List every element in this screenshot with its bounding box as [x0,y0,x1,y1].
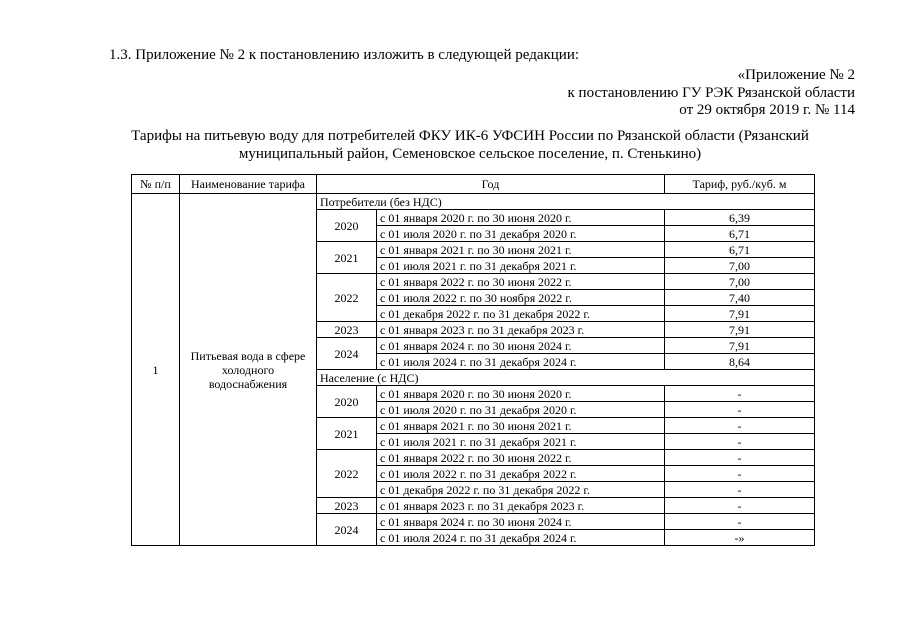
period-cell: с 01 января 2022 г. по 30 июня 2022 г. [377,274,665,290]
period-cell: с 01 января 2021 г. по 30 июня 2021 г. [377,242,665,258]
header-tariff-price: Тариф, руб./куб. м [665,175,815,194]
tariff-table-body [132,194,815,546]
price-cell: 8,64 [665,354,815,370]
period-cell: с 01 января 2024 г. по 30 июня 2024 г. [377,514,665,530]
annex-line-3: от 29 октября 2019 г. № 114 [679,102,855,118]
period-cell: с 01 июля 2022 г. по 31 декабря 2022 г. [377,466,665,482]
consumer-group-title: Потребители (без НДС) [317,194,815,210]
period-cell: с 01 июля 2021 г. по 31 декабря 2021 г. [377,434,665,450]
year-cell: 2023 [317,322,377,338]
period-cell: с 01 января 2023 г. по 31 декабря 2023 г. [377,322,665,338]
period-cell: с 01 января 2021 г. по 30 июня 2021 г. [377,418,665,434]
year-cell: 2021 [317,242,377,274]
price-cell: 7,91 [665,306,815,322]
price-cell: 7,00 [665,274,815,290]
year-cell: 2023 [317,498,377,514]
price-cell: - [665,482,815,498]
period-cell: с 01 июля 2024 г. по 31 декабря 2024 г. [377,530,665,546]
period-cell: с 01 июля 2020 г. по 31 декабря 2020 г. [377,402,665,418]
title-line-2: муниципальный район, Семеновское сельское поселение, п. Стенькино) [238,145,702,162]
annex-reference [568,67,855,120]
price-cell: 6,71 [665,242,815,258]
price-cell: - [665,450,815,466]
year-cell: 2021 [317,418,377,450]
intro-paragraph: 1.3. Приложение № 2 к постановлению изложить в следующей редакции: [109,47,580,63]
row-number: 1 [132,194,180,546]
year-cell: 2022 [317,450,377,498]
header-tariff-name: Наименование тарифа [180,175,317,194]
tariff-name: Питьевая вода в сфере холодного водоснабжения [180,194,317,546]
consumer-group-title: Население (с НДС) [317,370,815,386]
document-title [100,128,840,163]
period-cell: с 01 января 2023 г. по 31 декабря 2023 г. [377,498,665,514]
annex-line-2: к постановлению ГУ РЭК Рязанской области [567,84,855,101]
header-number: № п/п [132,175,180,194]
price-cell: -» [665,530,815,546]
price-cell: - [665,466,815,482]
price-cell: 7,91 [665,322,815,338]
price-cell: 7,91 [665,338,815,354]
period-cell: с 01 декабря 2022 г. по 31 декабря 2022 г. [377,482,665,498]
year-cell: 2024 [317,338,377,370]
period-cell: с 01 июля 2020 г. по 31 декабря 2020 г. [377,226,665,242]
period-cell: с 01 июля 2022 г. по 30 ноября 2022 г. [377,290,665,306]
price-cell: - [665,514,815,530]
price-cell: - [665,498,815,514]
period-cell: с 01 января 2022 г. по 30 июня 2022 г. [377,450,665,466]
annex-line-1: «Приложение № 2 [737,67,855,83]
year-cell: 2022 [317,274,377,322]
price-cell: 6,39 [665,210,815,226]
price-cell: 7,40 [665,290,815,306]
period-cell: с 01 июля 2024 г. по 31 декабря 2024 г. [377,354,665,370]
year-cell: 2024 [317,514,377,546]
period-cell: с 01 декабря 2022 г. по 31 декабря 2022 г. [377,306,665,322]
price-cell: - [665,386,815,402]
period-cell: с 01 января 2020 г. по 30 июня 2020 г. [377,386,665,402]
price-cell: - [665,418,815,434]
group-row [132,194,815,210]
year-cell: 2020 [317,210,377,242]
tariff-table [131,174,815,546]
price-cell: 6,71 [665,226,815,242]
table-header-row [132,175,815,194]
period-cell: с 01 января 2024 г. по 30 июня 2024 г. [377,338,665,354]
period-cell: с 01 июля 2021 г. по 31 декабря 2021 г. [377,258,665,274]
title-line-1: Тарифы на питьевую воду для потребителей ФКУ ИК-6 УФСИН России по Рязанской области (Рязанский [131,128,809,144]
year-cell: 2020 [317,386,377,418]
price-cell: - [665,402,815,418]
header-year: Год [317,175,665,194]
period-cell: с 01 января 2020 г. по 30 июня 2020 г. [377,210,665,226]
price-cell: - [665,434,815,450]
price-cell: 7,00 [665,258,815,274]
